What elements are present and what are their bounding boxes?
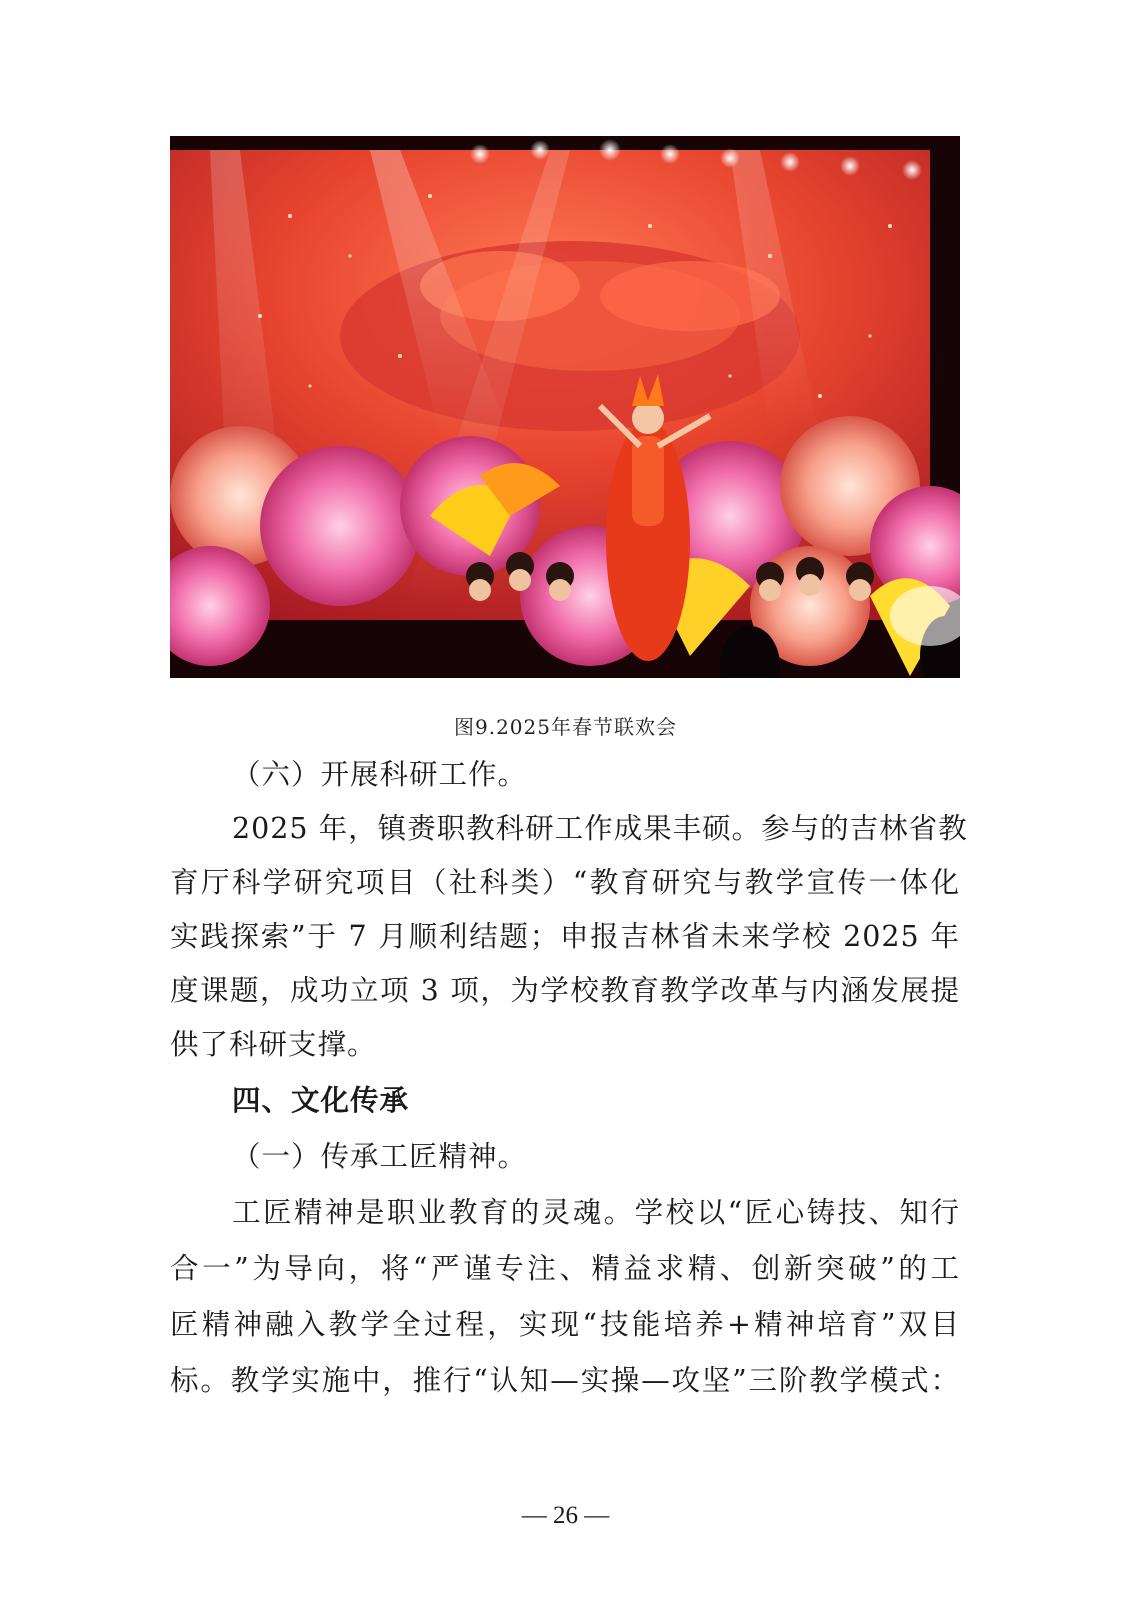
paragraph-line: 2025 年，镇赉职教科研工作成果丰硕。参与的吉林省教 bbox=[232, 812, 968, 845]
paragraph-line: 合一”为导向，将“严谨专注、精益求精、创新突破”的工 bbox=[170, 1252, 960, 1285]
page-number: — 26 — bbox=[521, 1502, 610, 1529]
section-heading-craft: （一）传承工匠精神。 bbox=[232, 1140, 528, 1173]
paragraph-line: 度课题，成功立项 3 项，为学校教育教学改革与内涵发展提 bbox=[170, 974, 960, 1007]
paragraph-line: 实践探索”于 7 月顺利结题；申报吉林省未来学校 2025 年 bbox=[170, 920, 960, 953]
paragraph-line: 标。教学实施中，推行“认知—实操—攻坚”三阶教学模式： bbox=[170, 1364, 960, 1397]
paragraph-line: 匠精神融入教学全过程，实现“技能培养+精神培育”双目 bbox=[170, 1308, 960, 1341]
section-heading-research: （六）开展科研工作。 bbox=[232, 758, 528, 791]
chapter-heading: 四、文化传承 bbox=[232, 1084, 410, 1117]
stage-photo bbox=[170, 136, 960, 678]
figure-caption: 图9.2025年春节联欢会 bbox=[454, 715, 677, 739]
paragraph-line: 育厅科学研究项目（社科类）“教育研究与教学宣传一体化 bbox=[170, 866, 960, 899]
paragraph-line: 供了科研支撑。 bbox=[170, 1028, 377, 1061]
paragraph-line: 工匠精神是职业教育的灵魂。学校以“匠心铸技、知行 bbox=[232, 1196, 960, 1229]
